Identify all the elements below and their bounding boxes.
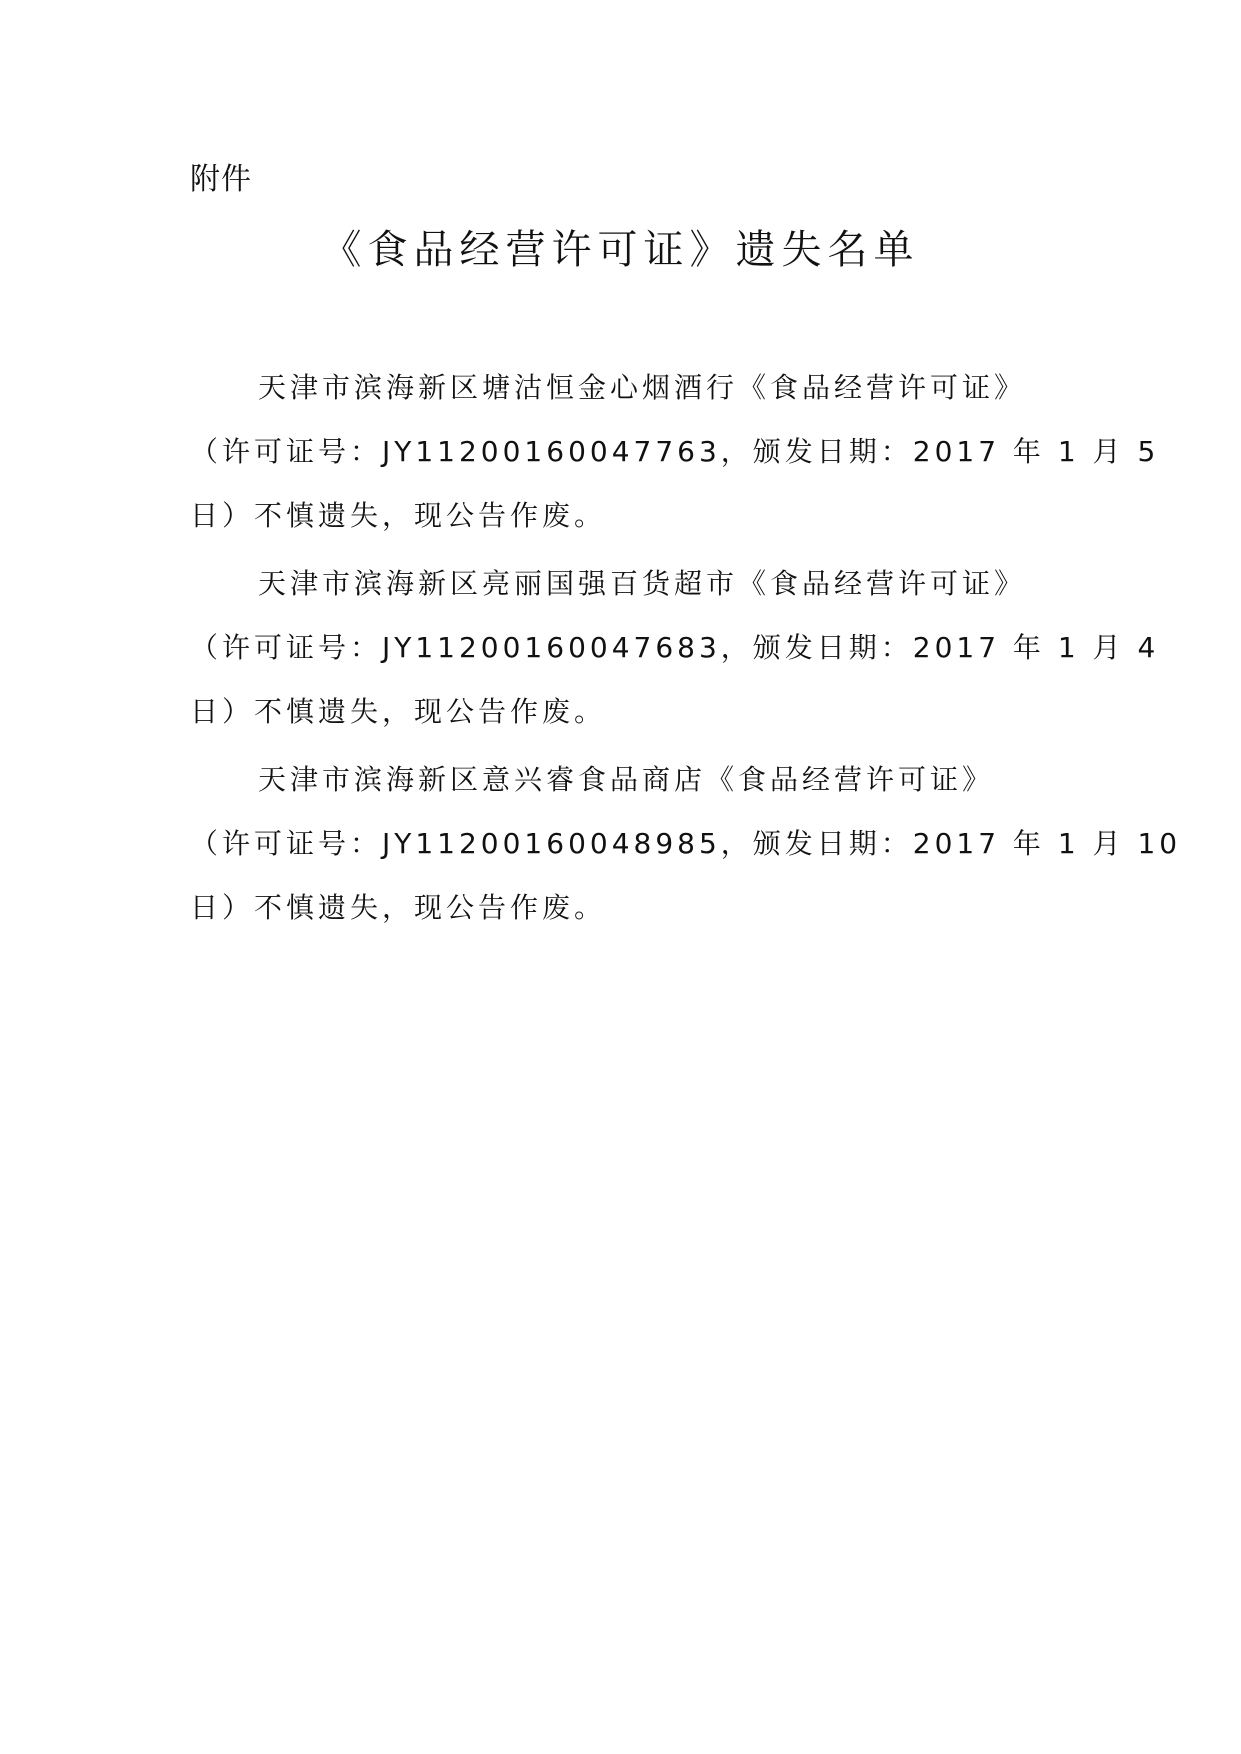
entry-line: （许可证号：JY11200160048985，颁发日期：2017 年 1 月 10 (190, 827, 1182, 860)
attachment-label: 附件 (190, 162, 252, 197)
list-item (190, 748, 1182, 940)
entry-line: （许可证号：JY11200160047763，颁发日期：2017 年 1 月 5 (190, 435, 1160, 468)
entry-line: 日）不慎遗失，现公告作废。 (190, 695, 607, 728)
entry-list (190, 356, 1182, 944)
entry-line: 日）不慎遗失，现公告作废。 (190, 891, 607, 924)
document-title: 《食品经营许可证》遗失名单 (321, 227, 920, 273)
entry-line: （许可证号：JY11200160047683，颁发日期：2017 年 1 月 4 (190, 631, 1160, 664)
list-item (190, 356, 1160, 548)
entry-line: 天津市滨海新区塘沽恒金心烟酒行《食品经营许可证》 (258, 371, 1027, 404)
entry-line: 日）不慎遗失，现公告作废。 (190, 499, 607, 532)
entry-line: 天津市滨海新区亮丽国强百货超市《食品经营许可证》 (258, 567, 1027, 600)
entry-line: 天津市滨海新区意兴睿食品商店《食品经营许可证》 (258, 763, 995, 796)
list-item (190, 552, 1160, 744)
